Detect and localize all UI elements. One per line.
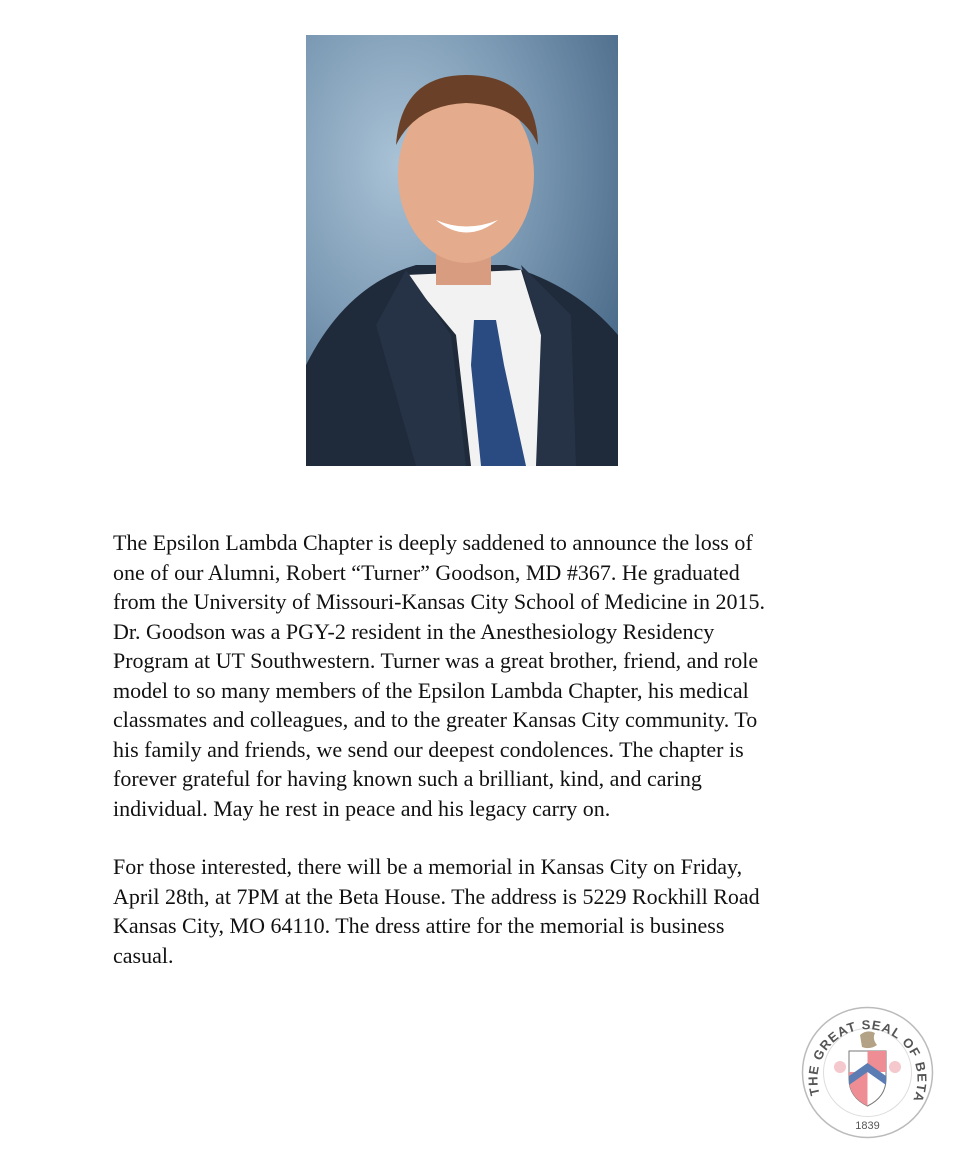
seal-text: THE GREAT SEAL OF BETA: [805, 1017, 930, 1105]
text-line: individual. May he rest in peace and his legacy carry on.: [113, 795, 611, 821]
portrait-photo: [306, 35, 618, 466]
seal-year: 1839: [855, 1120, 880, 1132]
text-line: forever grateful for having known such a brilliant, kind, and caring: [113, 766, 702, 791]
text-line: classmates and colleagues, and to the greater Kansas City community. To: [113, 707, 758, 732]
announcement-paragraph: [113, 528, 765, 823]
text-line: The Epsilon Lambda Chapter is deeply saddened to announce the loss of: [113, 530, 753, 555]
text-line: Program at UT Southwestern. Turner was a great brother, friend, and role: [113, 648, 759, 673]
text-line: his family and friends, we send our deepest condolences. The chapter is: [113, 736, 744, 762]
text-line: casual.: [113, 942, 174, 968]
beta-theta-pi-seal: [800, 1005, 935, 1140]
memorial-paragraph: [113, 852, 760, 970]
text-line: For those interested, there will be a memorial in Kansas City on Friday,: [113, 854, 743, 879]
text-line: Kansas City, MO 64110. The dress attire for the memorial is business: [113, 913, 725, 938]
text-line: model to so many members of the Epsilon Lambda Chapter, his medical: [113, 677, 749, 703]
text-line: Dr. Goodson was a PGY-2 resident in the Anesthesiology Residency: [113, 618, 715, 644]
text-line: from the University of Missouri-Kansas City School of Medicine in 2015.: [113, 589, 765, 614]
text-line: one of our Alumni, Robert “Turner” Goodson, MD #367. He graduated: [113, 559, 740, 585]
text-line: April 28th, at 7PM at the Beta House. The address is 5229 Rockhill Road: [113, 883, 760, 909]
portrait-illustration: [306, 35, 618, 466]
seal-icon: [800, 1005, 935, 1140]
